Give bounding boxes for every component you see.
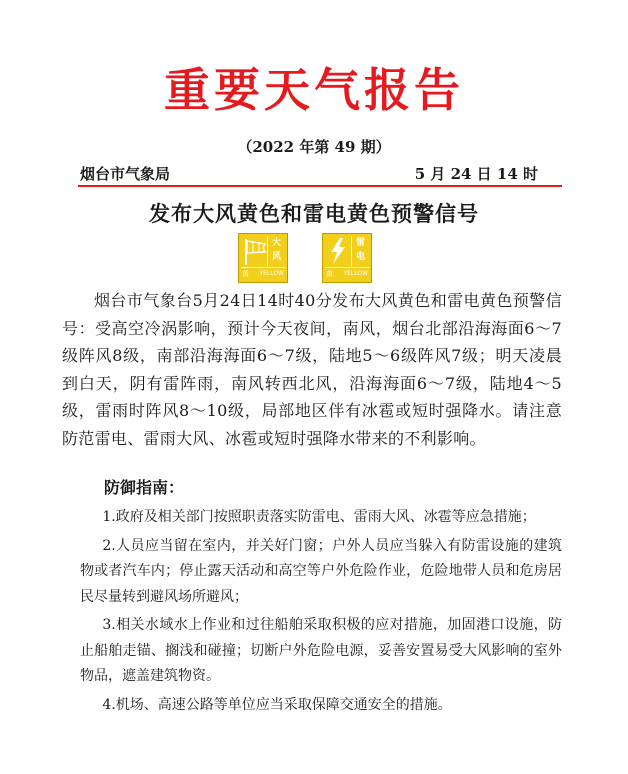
wind-footer-left: 黄 [242, 270, 249, 278]
wind-signal-footer [241, 267, 285, 280]
thunder-yellow-warning-icon [322, 233, 372, 283]
thunder-signal-footer [325, 267, 369, 280]
report-meta [80, 163, 540, 185]
guide-item-2: 2.人员应当留在室内，并关好门窗；户外人员应当躲入有防雷设施的建筑物或者汽车内；停止露天活动和高空等户外危险作业，危险地带人员和危房居民尽量转到避风场所避风； [80, 537, 562, 605]
thunder-footer-right: YELLOW [343, 270, 368, 277]
wind-sock-icon [241, 236, 267, 266]
wind-footer-right: YELLOW [259, 270, 284, 277]
warning-signals [0, 233, 628, 285]
issue-number: （2022 年第 49 期） [237, 138, 391, 156]
guide-item-3: 3.相关水域水上作业和过往船舶采取积极的应对措施，加固港口设施，防止船舶走锚、搁浅和碰撞；切断户外危险电源，妥善安置易受大风影响的室外物品，遮盖建筑物资。 [80, 617, 562, 684]
headline: 发布大风黄色和雷电黄色预警信号 [149, 201, 479, 226]
thunder-signal-label [351, 236, 369, 266]
warning-body-paragraph: 烟台市气象台5月24日14时40分发布大风黄色和雷电黄色预警信号：受高空冷涡影响，预计今天夜间，南风，烟台北部沿海海面6～7级阵风8级，南部沿海海面6～7级，陆地5～6级阵风7级；明天凌晨到白天，阴有雷阵雨，南风转西北风，沿海海面6～7级，陆地4～5级，雷雨时阵风8～10级，局部地区伴有冰雹或短时强降水。请注意防范雷电、雷雨大风、冰雹或短时强降水带来的不利影响。 [62, 291, 562, 448]
issuing-agency: 烟台市气象局 [80, 165, 171, 183]
wind-label-top: 大 [271, 238, 281, 248]
guide-item-1: 1.政府及相关部门按照职责落实防雷电、雷雨大风、冰雹等应急措施； [102, 509, 536, 525]
lightning-icon [325, 236, 351, 266]
issue-time: 5 月 24 日 14 时 [414, 165, 538, 183]
wind-yellow-warning-icon [238, 233, 288, 283]
wind-signal-label [267, 236, 285, 266]
header-divider [78, 185, 562, 187]
wind-label-bottom: 风 [271, 252, 281, 262]
thunder-label-top: 雷 [355, 238, 365, 248]
thunder-label-bottom: 电 [355, 252, 365, 262]
defense-guide-list [80, 505, 562, 721]
thunder-footer-left: 黄 [326, 270, 333, 278]
report-title: 重要天气报告 [164, 63, 464, 117]
defense-guide-title: 防御指南： [104, 478, 185, 497]
guide-item-4: 4.机场、高速公路等单位应当采取保障交通安全的措施。 [102, 696, 452, 713]
